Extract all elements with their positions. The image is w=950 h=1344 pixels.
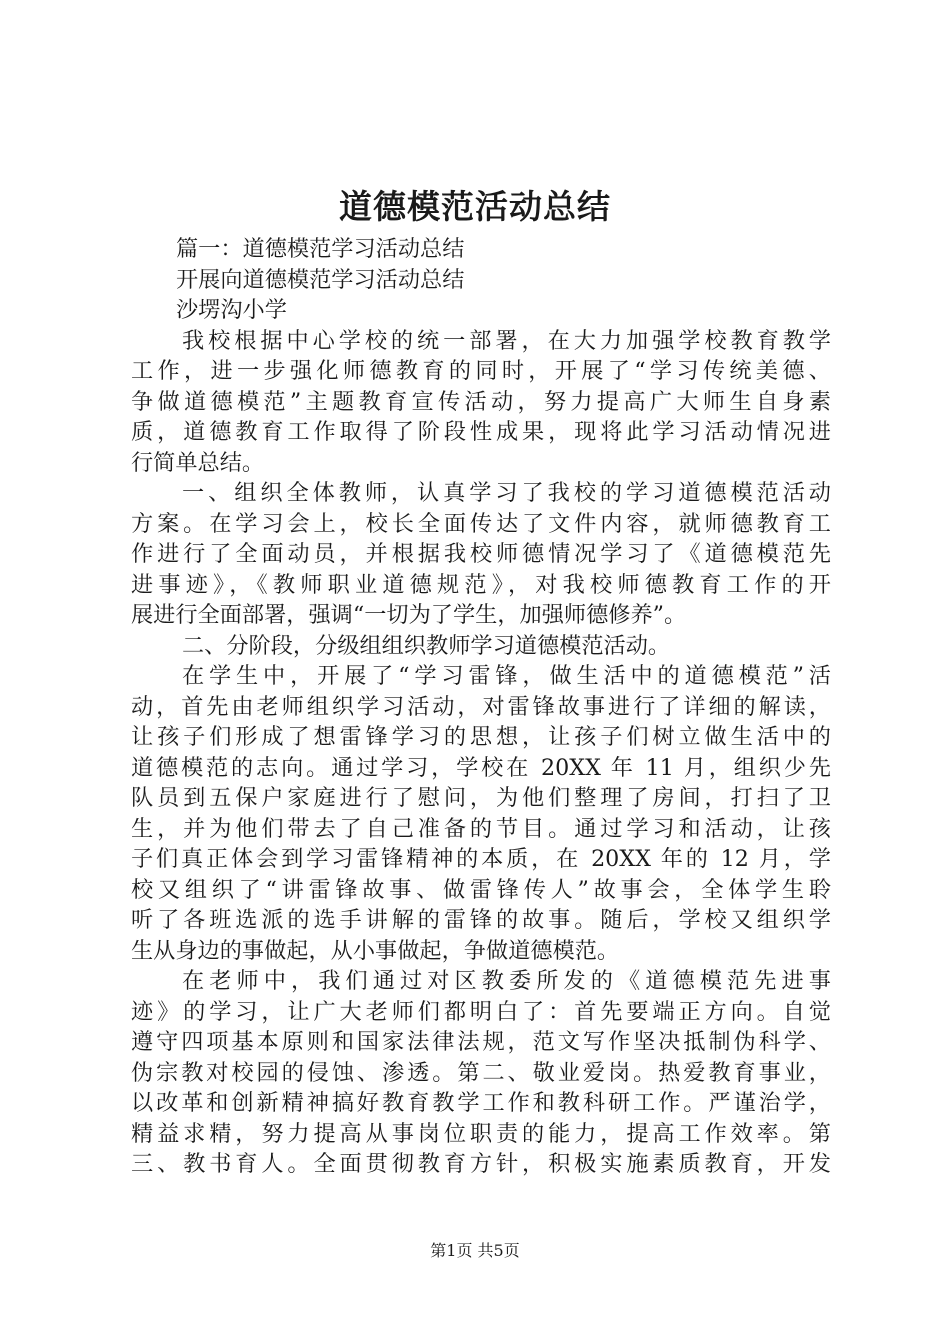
document-body bbox=[131, 234, 831, 1180]
text-line: 作进行了全面动员，并根据我校师德情况学习了《道德模范先 bbox=[131, 541, 831, 567]
text-line: 听了各班选派的选手讲解的雷锋的故事。随后，学校又组织学 bbox=[131, 907, 831, 933]
text-line: 队员到五保户家庭进行了慰问，为他们整理了房间，打扫了卫 bbox=[131, 785, 831, 811]
text-line: 一、组织全体教师，认真学习了我校的学习道德模范活动 bbox=[182, 480, 831, 506]
text-line: 方案。在学习会上，校长全面传达了文件内容，就师德教育工 bbox=[131, 510, 831, 537]
text-line: 精益求精，努力提高从事岗位职责的能力，提高工作效率。第 bbox=[131, 1120, 831, 1147]
text-line: 以改革和创新精神搞好教育教学工作和教科研工作。严谨治学， bbox=[131, 1090, 831, 1116]
text-line: 行简单总结。 bbox=[131, 449, 265, 476]
text-line: 让孩子们形成了想雷锋学习的思想，让孩子们树立做生活中的 bbox=[131, 724, 831, 750]
text-line: 争做道德模范”主题教育宣传活动，努力提高广大师生自身素 bbox=[131, 388, 831, 415]
text-line: 生，并为他们带去了自己准备的节目。通过学习和活动，让孩 bbox=[131, 815, 831, 842]
text-line: 子们真正体会到学习雷锋精神的本质，在 20XX 年的 12 月，学 bbox=[131, 846, 831, 872]
text-line: 伪宗教对校园的侵蚀、渗透。第二、敬业爱岗。热爱教育事业， bbox=[131, 1059, 831, 1086]
page-footer: 第1页 共5页 bbox=[430, 1241, 520, 1260]
text-line: 篇一：道德模范学习活动总结 bbox=[176, 236, 465, 262]
text-line: 校又组织了“讲雷锋故事、做雷锋传人”故事会，全体学生聆 bbox=[131, 876, 831, 903]
text-line: 遵守四项基本原则和国家法律法规，范文写作坚决抵制伪科学、 bbox=[131, 1029, 831, 1055]
text-line: 工作，进一步强化师德教育的同时，开展了“学习传统美德、 bbox=[131, 358, 831, 384]
text-line: 道德模范的志向。通过学习，学校在 20XX 年 11 月，组织少先 bbox=[131, 754, 831, 781]
text-line: 生从身边的事做起，从小事做起，争做道德模范。 bbox=[131, 937, 620, 964]
text-line: 在学生中，开展了“学习雷锋，做生活中的道德模范”活 bbox=[182, 663, 831, 689]
text-line: 沙塄沟小学 bbox=[176, 297, 287, 323]
text-line: 我校根据中心学校的统一部署，在大力加强学校教育教学 bbox=[182, 327, 831, 354]
text-line: 迹》的学习，让广大老师们都明白了：首先要端正方向。自觉 bbox=[131, 998, 831, 1025]
text-line: 进事迹》，《教师职业道德规范》，对我校师德教育工作的开 bbox=[131, 571, 831, 598]
text-line: 动，首先由老师组织学习活动，对雷锋故事进行了详细的解读， bbox=[131, 693, 831, 720]
text-line: 三、教书育人。全面贯彻教育方针，积极实施素质教育，开发 bbox=[131, 1151, 831, 1177]
text-line: 展进行全面部署，强调“一切为了学生，加强师德修养”。 bbox=[131, 602, 687, 628]
text-line: 二、分阶段，分级组组织教师学习道德模范活动。 bbox=[182, 632, 671, 659]
text-line: 开展向道德模范学习活动总结 bbox=[176, 266, 465, 293]
text-line: 在老师中，我们通过对区教委所发的《道德模范先进事 bbox=[182, 968, 831, 994]
document-title: 道德模范活动总结 bbox=[339, 187, 611, 226]
text-line: 质，道德教育工作取得了阶段性成果，现将此学习活动情况进 bbox=[131, 419, 831, 445]
